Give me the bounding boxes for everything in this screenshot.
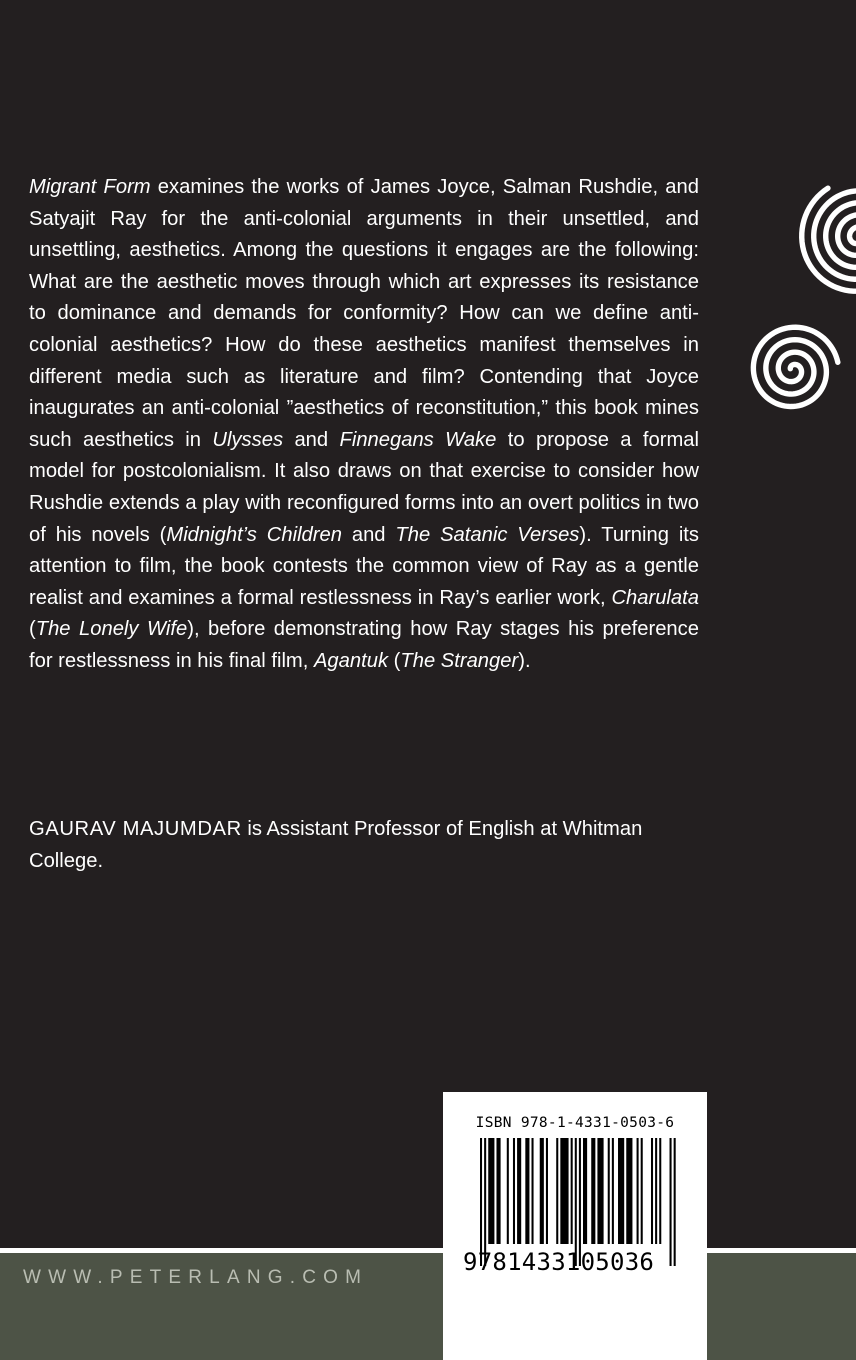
italic-title: The Lonely Wife xyxy=(35,618,188,641)
italic-title: Finnegans Wake xyxy=(339,428,497,451)
barcode-bar xyxy=(579,1138,581,1266)
barcode-bar xyxy=(556,1138,558,1244)
italic-title: The Stranger xyxy=(400,649,519,672)
barcode-bar xyxy=(488,1138,494,1244)
description-text: ), before demonstrating how Ray stages his preference for restlessness in his final film, xyxy=(29,618,699,672)
barcode-bar xyxy=(540,1138,544,1244)
barcode-bar xyxy=(637,1138,639,1244)
barcode-bar xyxy=(608,1138,610,1244)
publisher-website[interactable]: WWW.PETERLANG.COM xyxy=(23,1267,369,1288)
author-name: GAURAV MAJUMDAR xyxy=(29,818,242,840)
barcode-bar xyxy=(571,1138,573,1244)
description-text: ( xyxy=(388,649,401,672)
description-text: to propose a formal model for postcolonialism. It also draws on that exercise to consider how Rushdie extends a play with reconfigured forms into an overt politics in two of his novels ( xyxy=(29,428,699,546)
barcode-bar xyxy=(532,1138,534,1244)
book-description xyxy=(29,172,699,678)
barcode-bar xyxy=(651,1138,653,1244)
description-text: and xyxy=(283,428,340,451)
barcode-bar xyxy=(597,1138,603,1244)
barcode-bar xyxy=(560,1138,568,1244)
barcode-bar xyxy=(484,1138,486,1266)
italic-title: Midnight’s Children xyxy=(166,523,342,546)
description-text: ). xyxy=(518,649,531,672)
barcode-bar xyxy=(670,1138,672,1266)
barcode-bar xyxy=(612,1138,614,1244)
description-text: ). Turning its attention to film, the book contests the common view of Ray as a gentle realist and examines a formal restlessness in Ray’s earlier work, xyxy=(29,523,700,609)
barcode-bar xyxy=(546,1138,548,1244)
barcode-bar xyxy=(513,1138,515,1244)
barcode-bar xyxy=(496,1138,500,1244)
isbn-barcode xyxy=(443,1092,707,1360)
barcode-bar xyxy=(575,1138,577,1266)
italic-title: Charulata xyxy=(611,586,699,609)
isbn-label: ISBN 978-1-4331-0503-6 xyxy=(475,1115,675,1131)
barcode-digits: 9781433105036 xyxy=(463,1248,655,1276)
barcode-bar xyxy=(626,1138,632,1244)
description-text: examines the works of James Joyce, Salman Rushdie, and Satyajit Ray for the anti-colonial arguments in their unsettled, and unsettling, aesthetics. Among the questions it engages are the following: What are the aesthetic moves through which art expresses its resistance to dominance and demands for conformity? How can we define anti-colonial aesthetics? How do these aesthetics manifest themselves in different media such as literature and film? Contending that Joyce inaugurates an anti-colonial ”aesthetics of reconstitution,” this book mines such aesthetics in xyxy=(29,176,699,451)
italic-title: Ulysses xyxy=(212,428,284,451)
barcode-bar xyxy=(674,1138,676,1266)
description-text: and xyxy=(341,523,396,546)
italic-title: Migrant Form xyxy=(29,176,151,198)
barcode-bar xyxy=(591,1138,595,1244)
barcode-bar xyxy=(583,1138,587,1244)
barcode-bar xyxy=(618,1138,624,1244)
spiral-icon xyxy=(796,176,856,306)
barcode-bar xyxy=(517,1138,521,1244)
barcode-bar xyxy=(480,1138,482,1266)
author-bio xyxy=(29,814,709,877)
barcode-bars xyxy=(443,1092,707,1360)
spiral-icon xyxy=(745,318,856,438)
author-bio-text: is Assistant Professor of English at Whitman College. xyxy=(29,818,643,872)
description-text: ( xyxy=(29,618,36,641)
barcode-bar xyxy=(507,1138,509,1244)
barcode-bar xyxy=(659,1138,661,1244)
barcode-bar xyxy=(655,1138,657,1244)
barcode-bar xyxy=(641,1138,643,1244)
barcode-bar xyxy=(525,1138,529,1244)
italic-title: Agantuk xyxy=(313,649,389,672)
italic-title: The Satanic Verses xyxy=(395,523,580,546)
